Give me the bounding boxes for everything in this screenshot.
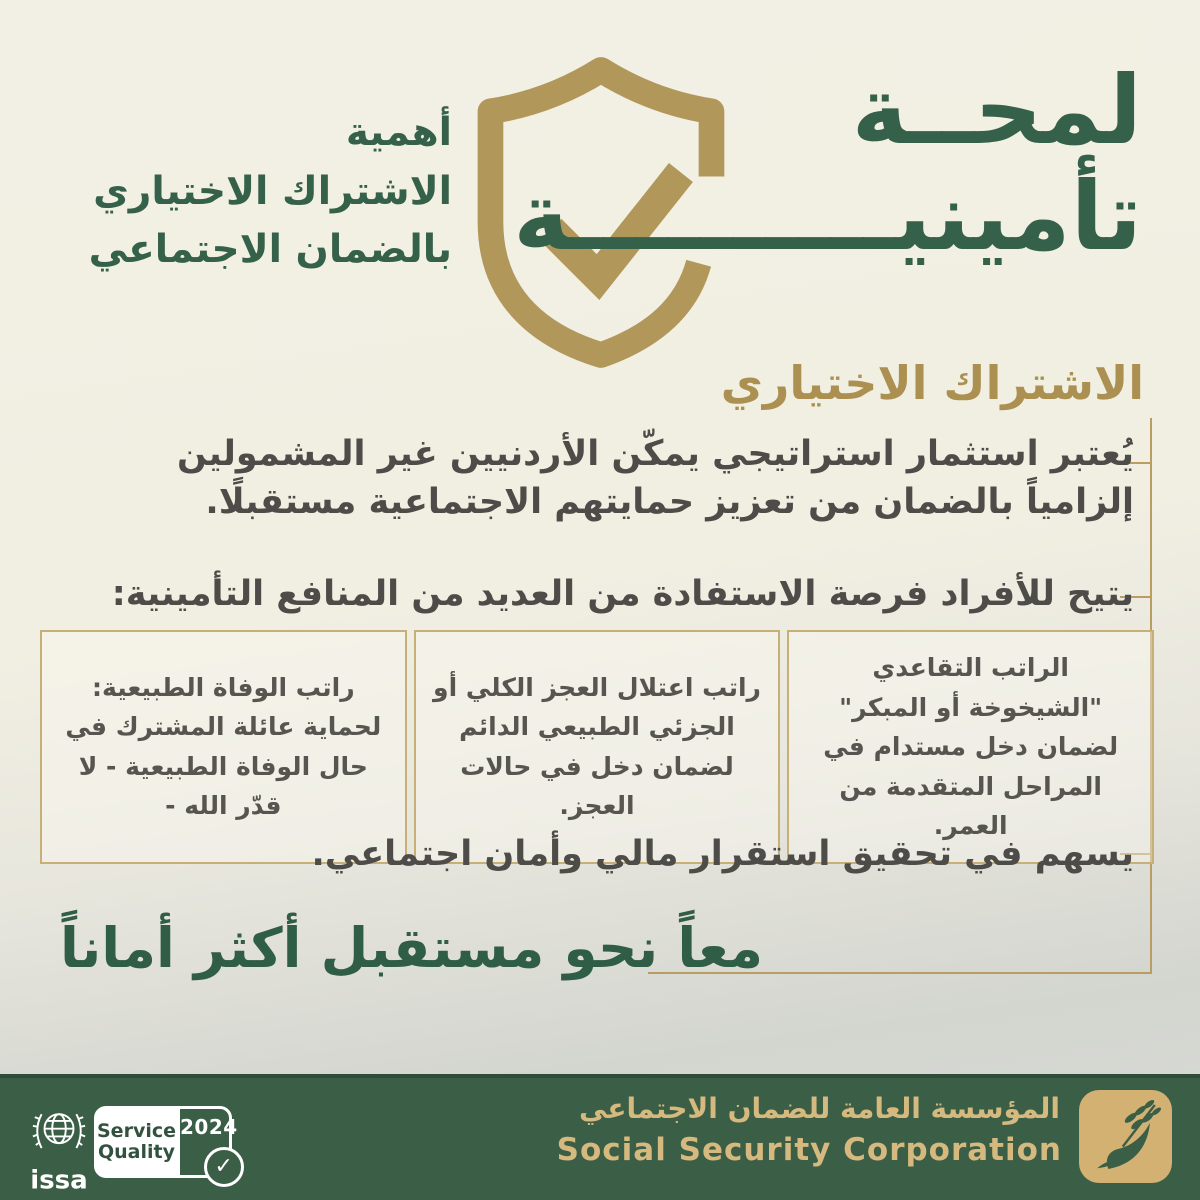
ssc-logo — [1079, 1090, 1172, 1183]
footer-org-name-arabic: المؤسسة العامة للضمان الاجتماعي — [579, 1092, 1060, 1125]
issa-globe-laurel-icon — [30, 1102, 88, 1196]
topic-title-line1: أهمية — [345, 110, 452, 155]
brand-title-line2: تأمينيــــــــــة — [513, 162, 1142, 273]
brand-title-line1: لمحــة — [851, 56, 1142, 166]
service-quality-year-panel — [180, 1109, 238, 1179]
badge-word-quality: Quality — [98, 1141, 175, 1163]
outcome-paragraph: يسهم في تحقيق استقرار مالي وأمان اجتماعي. — [311, 834, 1134, 874]
badge-word-service: Service — [97, 1119, 176, 1142]
badge-check-icon: ✓ — [204, 1147, 244, 1187]
benefit-box-text: راتب اعتلال العجز الكلي أو الجزئي الطبيعي الدائم لضمان دخل في حالات العجز. — [433, 672, 761, 821]
olive-branch-tree-icon — [1086, 1097, 1166, 1177]
benefits-lead-paragraph: يتيح للأفراد فرصة الاستفادة من العديد من المنافع التأمينية: — [111, 574, 1134, 614]
intro-paragraph: يُعتبر استثمار استراتيجي يمكّن الأردنيين غير المشمولين إلزامياً بالضمان من تعزيز حمايتهم الاجتماعية مستقبلًا. — [177, 434, 1134, 523]
service-quality-label — [97, 1109, 180, 1175]
badge-year: 2024 — [180, 1115, 238, 1139]
closing-tagline: معاً نحو مستقبل أكثر أماناً — [60, 916, 764, 980]
benefit-box-text: الراتب التقاعدي "الشيخوخة أو المبكر" لضمان دخل مستدام في المراحل المتقدمة من العمر. — [823, 653, 1119, 840]
topic-title-line2: الاشتراك الاختياري — [93, 168, 452, 214]
topic-title — [89, 104, 452, 280]
footer-bar — [0, 1074, 1200, 1200]
benefit-boxes-row — [40, 630, 1154, 864]
brand-title — [513, 58, 1142, 271]
topic-title-line3: بالضمان الاجتماعي — [88, 227, 452, 272]
footer-org-name-english: Social Security Corporation — [556, 1132, 1062, 1168]
benefit-box-death — [40, 630, 407, 864]
benefit-box-text: راتب الوفاة الطبيعية: لحماية عائلة المشترك في حال الوفاة الطبيعية - لا قدّر الله - — [65, 672, 382, 821]
benefit-box-disability — [414, 630, 781, 864]
section-heading: الاشتراك الاختياري — [720, 356, 1144, 410]
service-quality-badge — [94, 1106, 238, 1179]
issa-label: issa — [30, 1165, 88, 1196]
benefit-box-retirement — [787, 630, 1154, 864]
